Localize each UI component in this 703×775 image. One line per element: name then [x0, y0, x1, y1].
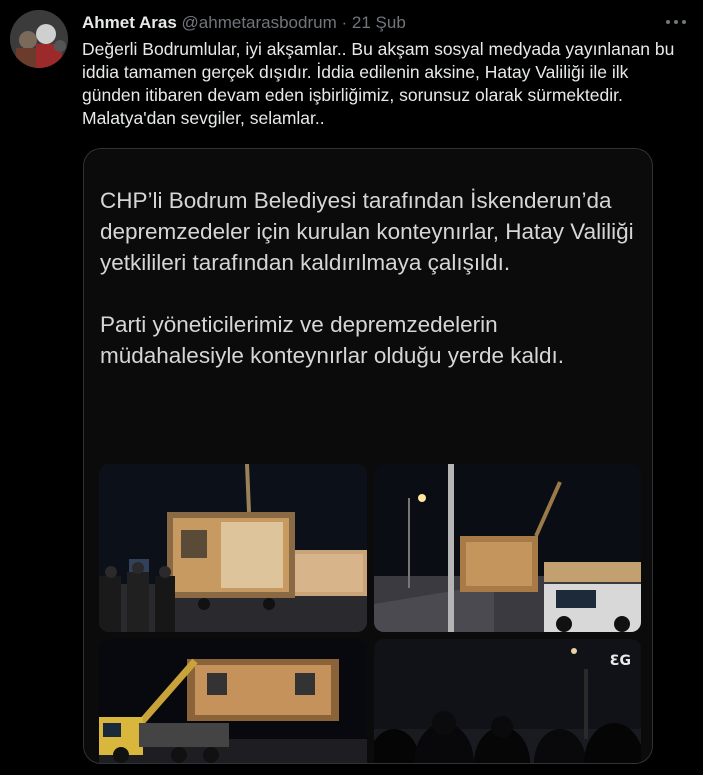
author-name[interactable]: Ahmet Aras — [82, 13, 177, 32]
crane-truck-container-photo[interactable] — [99, 639, 367, 763]
avatar[interactable] — [10, 10, 68, 68]
tweet-body: Değerli Bodrumlular, iyi akşamlar.. Bu akşam sosyal medyada yayınlanan bu iddia tamamen gerçek dışıdır. İddia edilenin aksine, Hatay Valiliği ile ilk günden itibaren devam eden işbirliğimiz, sorunsuz olarak sürmektedir. Malatya'dan sevgiler, selamlar.. — [82, 39, 675, 128]
tweet-text — [82, 38, 688, 130]
container-crane-night-photo[interactable] — [99, 464, 367, 632]
tweet-header — [82, 12, 406, 34]
author-handle[interactable]: @ahmetarasbodrum — [181, 13, 337, 32]
more-options-button[interactable] — [663, 12, 689, 32]
more-horizontal-icon — [663, 12, 689, 32]
media-paragraph-1: CHP’li Bodrum Belediyesi tarafından İskenderun’da depremzedeler için kurulan konteynırlar, Hatay Valiliği yetkilileri tarafından kaldırılmaya çalışıldı. — [100, 188, 634, 275]
container-truck-street-photo[interactable] — [374, 464, 641, 632]
tweet-media[interactable] — [83, 148, 653, 764]
tweet-date[interactable]: 21 Şub — [351, 13, 406, 32]
media-text — [100, 185, 640, 402]
night-crowd-photo[interactable] — [374, 639, 641, 763]
media-paragraph-2: Parti yöneticilerimiz ve depremzedelerin müdahalesiyle konteynırlar olduğu yerde kaldı. — [100, 312, 565, 368]
watermark-icon: ƐG — [609, 653, 631, 669]
separator: · — [341, 13, 348, 32]
